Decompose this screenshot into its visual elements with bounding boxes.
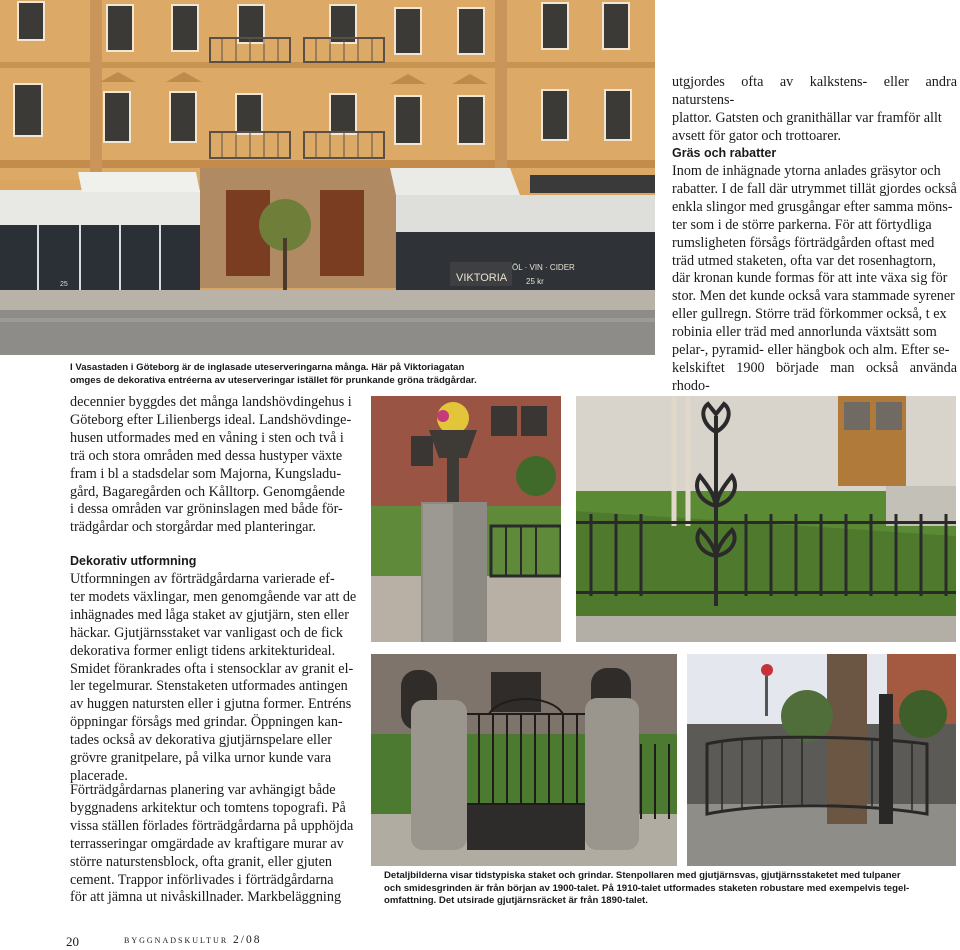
- left-paragraph-1: Utformningen av förträdgårdarna varierade ef- ter modets växlingar, men genomgående var att de inhägnades med låga staket av gjutjärn, sten eller häckar. Gjutjärnsstaket var vanligast och de fick dekorativa former enligt tidens arkitekturideal. Smidet förankrades ofta i stensocklar av granit el- ler tegelmurar. Stenstaketen utformades antingen av huggen natursten eller i gjutna former. Entréns öppningar försågs med grindar. Öppningen kan- tades också av dekorativa gjutjärnspelare eller grövre granitpelare, på vilka urnor kunde vara placerade.: [70, 571, 357, 784]
- heading-dekorativ-utformning: Dekorativ utformning: [70, 554, 197, 568]
- photo-ornate-railing: [687, 654, 956, 866]
- right-column-paragraph: Inom de inhägnade ytorna anlades gräsytor och rabatter. I de fall där utrymmet tillät gjordes också enkla slingor med grusgångar efter samma möns- ter som i de större parkerna. För att förtydliga rumsligheten försågs förträdgården oftast med träd utmed staketen, ofta var det rosenhagtorn, där kronan kunde formas för att inte växa sig för stor. Men det kunde också vara stammade syrener eller gullregn. Större träd förkommer också, t ex robinia eller träd med annorlunda växtsätt som pelar-, pyramid- eller hängbok och alm. Efter se- kelskiftet 1900 började man också använda rhodo-: [672, 163, 957, 394]
- photo-street-facade: [0, 0, 655, 355]
- sign-drinks: ÖL · VIN · CIDER: [512, 263, 575, 272]
- sign-restaurant-name: VIKTORIA: [456, 272, 508, 284]
- photo-cast-iron-tulip-fence: [576, 396, 956, 642]
- page-number: 20: [66, 934, 79, 949]
- left-paragraph-2: Förträdgårdarnas planering var avhängigt både byggnadens arkitektur och tomtens topografi. På vissa ställen förlades förträdgårdarna på upphöjda terrasseringar omgärdade av kraftigare murar av större naturstensblock, ofta granit, eller gjuten cement. Trappor införlivades i förträdgårdarna för att jämna ut nivåskillnader. Markbeläggning: [70, 782, 354, 906]
- publication-name: byggnadskultur 2/08: [124, 934, 262, 946]
- right-intro-text: utgjordes ofta av kalkstens- eller andra naturstens- plattor. Gatsten och granithällar var framför allt avsett för gator och trottoarer.: [672, 74, 957, 144]
- left-intro-text: decennier byggdes det många landshövdingehus i Göteborg efter Lilienbergs ideal. Landshövdinge- husen utformades med en våning i sten och två i trä och stora områden med dessa hustyper växte fram i bl a stadsdelar som Majorna, Kungsladu- gård, Bagaregården och Kålltorp. Genomgående i dessa områden var gröninslagen med både för- trädgårdar och storgårdar med planteringar.: [70, 394, 352, 536]
- photo-stone-bollard-urn: [371, 396, 561, 642]
- heading-gras-och-rabatter: Gräs och rabatter: [672, 146, 777, 160]
- awning-price: 25: [60, 281, 68, 288]
- caption-top-photo: I Vasastaden i Göteborg är de inglasade uteserveringarna många. Här på Viktoriagatan omges de dekorativa entréerna av uteserveringar istället för prunkande gröna trädgårdar.: [70, 362, 477, 386]
- sign-price: 25 kr: [526, 277, 544, 286]
- caption-detail-photos: Detaljbilderna visar tidstypiska staket och grindar. Stenpollaren med gjutjärnsvas, gjutjärnsstaketet med tulpaner och smidesgrinden är från början av 1900-talet. På 1910-talet utformades staketen robustare med exempelvis tegel- omfattning. Det utsirade gjutjärnsräcket är från 1890-talet.: [384, 870, 910, 906]
- photo-wrought-iron-gate: [371, 654, 677, 866]
